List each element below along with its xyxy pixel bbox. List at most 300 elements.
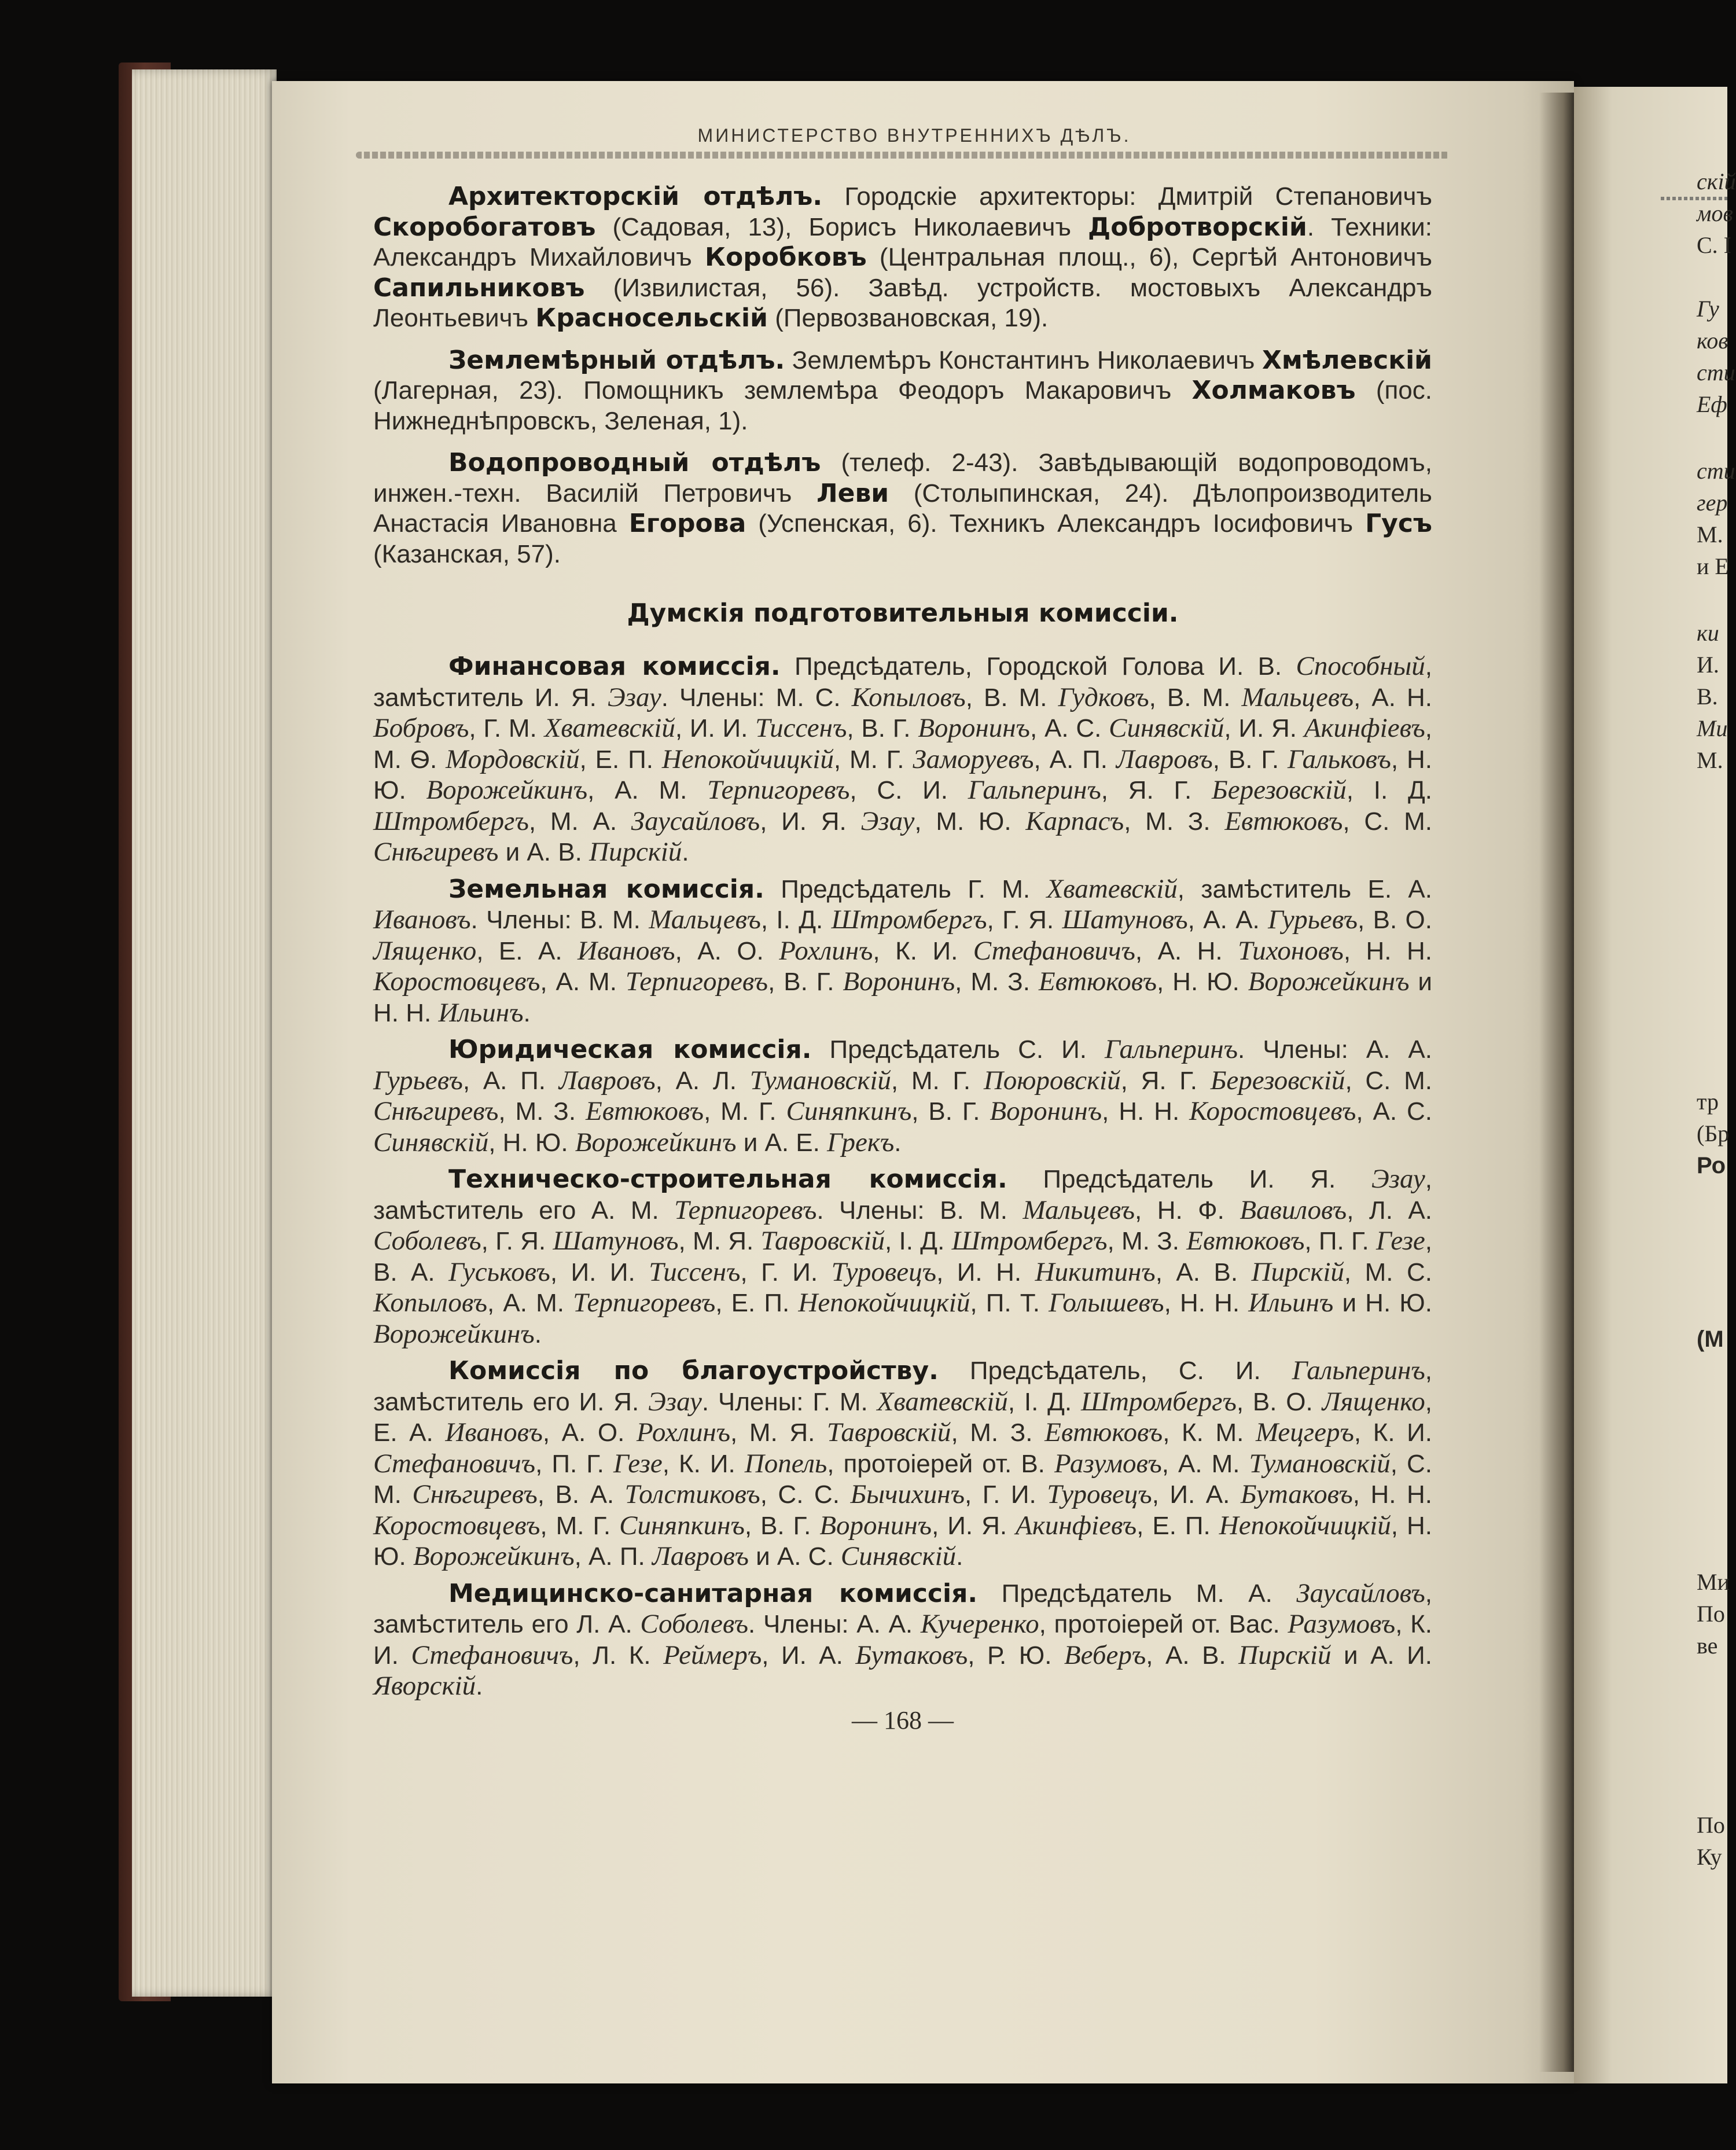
text-run: , С. С. [760,1480,851,1509]
text-run: , М. Г. [540,1511,620,1540]
person-name: Ивановъ [373,905,471,935]
text-run: . [523,998,531,1027]
text-run: Предсѣдатель, С. И. [938,1357,1292,1385]
right-page-fragment: ве [1697,1633,1718,1659]
text-run: , И. Я. [1224,714,1304,743]
person-name: Рохлинъ [636,1417,731,1447]
person-name: Ивановъ [578,935,675,966]
page-edges [132,69,277,1997]
text-run: , І. Д. [760,906,832,934]
right-page-fragment: тр [1697,1089,1719,1115]
text-run: , А. П. [574,1542,652,1571]
right-page-fragment: (Бр [1697,1120,1730,1146]
right-page-fragment: Ми [1697,715,1728,741]
person-name: Мальцевъ [1023,1195,1135,1225]
text-run: Предсѣдатель, Городской Голова И. В. [780,652,1296,681]
running-head: МИНИСТЕРСТВО ВНУТРЕННИХЪ ДѢЛЪ. [697,125,1131,146]
text-run: , А. С. [1029,714,1109,743]
text-run: , С. М. [1343,807,1432,836]
bold-heading: Медицинско-санитарная комиссія. [448,1578,978,1608]
text-run: , А. В. [1146,1641,1239,1670]
text-run: , И. А. [762,1641,856,1670]
text-run: (Казанская, 57). [373,539,561,568]
person-name: Тихоновъ [1238,935,1344,966]
text-run: , К. И. [373,1610,1432,1670]
text-run: . [534,1320,542,1348]
person-name: Терпигоревъ [707,775,850,805]
text-run: , протоіерей от. Вас. [1039,1610,1288,1638]
person-name: Воронинъ [843,966,955,997]
text-run: (Садовая, 13), Борисъ Николаевичъ [595,212,1088,241]
text-run: , Е. А. [373,1387,1433,1447]
text-run: , К. И. [873,936,973,965]
person-name: Гезе [613,1448,663,1479]
person-name: Евтюковъ [1038,966,1157,997]
person-name: Эзау [648,1386,702,1417]
text-run: , Н. Ю. [1157,968,1248,996]
person-name: Мальцевъ [1241,682,1354,712]
person-name: Соболевъ [373,1226,481,1256]
person-name: Синявскій [373,1127,489,1157]
person-name: Терпигоревъ [674,1195,817,1225]
text-run: , М. З. [951,1418,1045,1447]
person-name: Терпигоревъ [625,966,768,997]
text-run: , Н. Н. [1164,1289,1249,1317]
person-name: Заусайловъ [631,806,760,836]
department-list [373,182,1432,569]
paragraph [373,651,1432,868]
bold-heading: Холмаковъ [1191,376,1356,405]
bold-heading: Сапильниковъ [373,273,585,303]
text-run: (телеф. 2-43). Завѣдывающій водопроводомъ, инжен.-техн. Василій Петровичъ [373,449,1432,508]
text-run: , М. З. [498,1097,586,1126]
person-name: Реймеръ [663,1640,762,1670]
person-name: Синявскій [840,1541,957,1571]
person-name: Лавровъ [558,1065,656,1096]
person-name: Ворожейкинъ [1248,966,1410,997]
text-run: , А. Н. [1135,936,1238,965]
person-name: Заусайловъ [1296,1578,1425,1608]
bold-heading: Красносельскій [535,303,768,333]
right-page-fragment: И. [1697,652,1719,678]
person-name: Пирскій [1251,1256,1344,1287]
text-run: , М. Ѳ. [373,714,1432,774]
text-run: , К. И. [662,1449,745,1478]
person-name: Березовскій [1212,775,1347,805]
text-run: (Центральная площ., 6), Сергѣй Антоновичъ [866,243,1432,271]
text-run: , Н. Ю. [373,745,1433,804]
text-run: , Е. А. [476,936,578,965]
text-run: . [956,1542,963,1571]
text-run: Предсѣдатель И. Я. [1007,1165,1371,1193]
paragraph [373,874,1432,1029]
right-page-fragment: По [1697,1812,1725,1838]
text-run: , П. Г. [535,1449,613,1478]
text-run: Городскіе архитекторы: Дмитрій Степановичъ [822,182,1432,211]
person-name: Голышевъ [1049,1288,1164,1318]
text-run: , Г. И. [740,1258,832,1287]
person-name: Воронинъ [918,713,1030,743]
person-name: Бутаковъ [855,1640,968,1670]
right-page-fragment: Гу [1697,296,1719,322]
person-name: Гальперинъ [968,775,1101,805]
text-run: (Успенская, 6). Техникъ Александръ Іосифовичъ [746,509,1366,538]
person-name: Веберъ [1064,1640,1146,1670]
right-page-fragment: Ми [1697,1569,1730,1595]
section-title: Думскія подготовительныя комиссіи. [627,598,1179,628]
person-name: Синявскій [1109,713,1224,743]
person-name: Туровецъ [831,1256,937,1287]
text-run: , Н. Ю. [488,1128,575,1157]
right-page-fragment: В. [1697,683,1718,710]
text-run: , Е. П. [1137,1511,1219,1540]
text-run: Предсѣдатель С. И. [811,1035,1105,1064]
text-run: , М. З. [955,968,1039,996]
text-run: , А. М. [1161,1449,1249,1478]
person-name: Стефановичъ [411,1640,573,1670]
text-run: . [894,1128,902,1157]
text-run: , А. П. [462,1066,559,1095]
text-run: , Г. М. [469,714,545,743]
person-name: Грекъ [827,1127,895,1157]
person-name: Тумановскій [749,1065,891,1096]
text-run: , С. М. [373,1449,1432,1509]
text-run: , В. Г. [1212,745,1288,774]
text-run: , замѣститель его И. Я. [373,1357,1432,1416]
text-run: , І. Д. [1346,776,1432,804]
text-run: , Р. Ю. [968,1641,1064,1670]
paragraph [373,1164,1432,1350]
person-name: Гальперинъ [1104,1034,1238,1064]
text-run: . Члены: В. М. [816,1196,1023,1225]
text-run: , И. И. [550,1258,649,1287]
right-page-fragment: гер [1697,490,1728,516]
commission-list [373,651,1432,1702]
person-name: Ворожейкинъ [373,1318,535,1349]
text-run: , С. М. [1345,1066,1432,1095]
person-name: Ворожейкинъ [426,775,588,805]
text-run: , Л. А. [1347,1196,1432,1225]
person-name: Поюровскій [983,1065,1121,1096]
text-run: и Н. Ю. [1333,1289,1432,1317]
bold-heading: Финансовая комиссія. [448,652,781,681]
text-run: , М. Ю. [914,807,1026,836]
person-name: Коростовцевъ [373,966,540,997]
text-run: , А. М. [540,968,626,996]
text-run: , Н. Н. [1343,936,1433,965]
bold-heading: Леви [816,478,889,508]
text-run: , А. О. [675,936,779,965]
person-name: Воронинъ [819,1510,932,1541]
right-page-fragment: По [1697,1601,1725,1627]
person-name: Ивановъ [445,1417,543,1447]
text-run: , М. Я. [730,1418,827,1447]
right-page-fragment: С. I [1697,232,1731,258]
text-run: , В. Г. [911,1097,990,1126]
text-run: , А. М. [487,1289,573,1317]
text-run: , М. С. [1344,1258,1432,1287]
bold-heading: Юридическая комиссія. [448,1035,812,1064]
text-run: , М. Г. [833,745,913,774]
person-name: Коростовцевъ [1189,1096,1356,1126]
text-run: , С. И. [849,776,968,804]
text-run: (Извилистая, 56). Завѣд. устройств. мостовыхъ Александръ Леонтьевичъ [373,273,1432,332]
person-name: Штромбергъ [373,806,529,836]
person-name: Разумовъ [1288,1609,1396,1639]
paragraph [373,346,1432,437]
text-run: , А. В. [1155,1258,1252,1287]
text-run: , П. Г. [1304,1227,1376,1255]
person-name: Непокойчицкій [1219,1510,1391,1541]
person-name: Тавровскій [760,1226,885,1256]
person-name: Тавровскій [826,1417,951,1447]
right-page-fragment: мов [1697,200,1733,226]
person-name: Тумановскій [1249,1448,1391,1479]
person-name: Штромбергъ [951,1226,1108,1256]
person-name: Ворожейкинъ [413,1541,575,1571]
person-name: Эзау [1371,1164,1425,1194]
bold-heading: Архитекторскій отдѣлъ. [448,182,823,211]
paragraph [373,182,1432,334]
paragraph [373,448,1432,569]
right-page-fragment: (М [1697,1326,1724,1352]
person-name: Бычихинъ [850,1479,965,1509]
page-number: — 168 — [852,1706,954,1734]
text-run: , В. Г. [847,714,918,743]
text-run: Землемѣръ Константинъ Николаевичъ [785,346,1262,374]
person-name: Вавиловъ [1240,1195,1347,1225]
text-run: , А. А. [1187,906,1268,934]
person-name: Евтюковъ [1224,806,1343,836]
person-name: Непокойчицкій [661,744,834,774]
text-run: (пос. Нижнеднѣпровскъ, Зеленая, 1). [373,376,1432,435]
person-name: Коростовцевъ [373,1510,540,1541]
person-name: Пирскій [1238,1640,1332,1670]
person-name: Копыловъ [373,1288,487,1318]
text-run: , И. Я. [760,807,861,836]
text-run: , замѣститель Е. А. [1177,874,1433,903]
text-run: , Г. Я. [987,906,1062,934]
text-run: , М. Г. [891,1066,984,1095]
person-name: Евтюковъ [585,1096,704,1126]
paragraph [373,1578,1432,1702]
text-run: , Я. Г. [1120,1066,1211,1095]
text-run: (Столыпинская, 24). Дѣлопроизводитель Анастасія Ивановна [373,479,1432,538]
text-run: и А. С. [748,1542,841,1571]
text-run: (Первозвановская, 19). [767,304,1049,332]
person-name: Стефановичъ [373,1448,536,1479]
person-name: Мецгеръ [1255,1417,1354,1447]
text-run: , М. З. [1124,807,1225,836]
right-page-fragment: М. [1697,747,1723,773]
text-run: . Техники: Александръ Михайловичъ [373,212,1432,271]
person-name: Шатуновъ [553,1226,679,1256]
text-run: , А. С. [1356,1097,1432,1126]
text-run: , М. Я. [678,1227,761,1255]
text-run: , Н. Ф. [1135,1196,1240,1225]
text-run: , замѣститель И. Я. [373,652,1432,712]
text-run: , І. Д. [1007,1387,1081,1416]
person-name: Лавровъ [1116,744,1213,774]
right-page-fragment: Еф [1697,391,1727,417]
person-name: Гальперинъ [1292,1355,1425,1385]
person-name: Ильинъ [1248,1288,1334,1318]
text-run: , І. Д. [885,1227,952,1255]
text-run: . Члены: М. С. [661,683,852,712]
person-name: Штромбергъ [1080,1386,1237,1417]
bold-heading: Землемѣрный отдѣлъ. [448,345,785,375]
right-page-fragment: скій [1697,168,1736,194]
text-run: и Н. Н. [373,968,1432,1027]
person-name: Лященко [1322,1386,1425,1417]
bold-heading: Гусъ [1365,509,1432,538]
text-run: , А. О. [542,1418,637,1447]
person-name: Евтюковъ [1044,1417,1163,1447]
text-run: . [476,1672,483,1700]
person-name: Пирскій [589,837,682,867]
person-name: Никитинъ [1035,1256,1156,1287]
person-name: Гезе [1376,1226,1425,1256]
text-run: , протоіерей от. В. [827,1449,1054,1478]
person-name: Гальковъ [1288,744,1391,774]
text-run: и А. Е. [736,1128,827,1157]
text-run: , В. Г. [768,968,843,996]
text-run: , И. А. [1152,1480,1241,1509]
text-run: , замѣститель его Л. А. [373,1579,1432,1638]
bold-heading: Техническо-строительная комиссія. [448,1164,1007,1194]
person-name: Копыловъ [851,682,966,712]
bold-heading: Егорова [628,509,746,538]
text-run: , Г. И. [964,1480,1047,1509]
text-run: . Члены: А. А. [1238,1035,1432,1064]
text-run: , И. Я. [932,1511,1016,1540]
text-run: , Е. П. [579,745,662,774]
right-page [1574,87,1736,2083]
person-name: Ильинъ [438,997,524,1028]
paragraph [373,1034,1432,1158]
person-name: Эзау [860,806,915,836]
text-run: , Я. Г. [1101,776,1212,804]
bold-heading: Земельная комиссія. [448,874,764,904]
text-run: , Н. Н. [1102,1097,1190,1126]
text-run: (Лагерная, 23). Помощникъ землемѣра Феодоръ Макаровичъ [373,376,1192,405]
text-run: , В. А. [373,1227,1433,1287]
person-name: Снѣгиревъ [373,837,499,867]
person-name: Снѣгиревъ [412,1479,538,1509]
person-name: Тиссенъ [755,713,847,743]
person-name: Разумовъ [1054,1448,1162,1479]
person-name: Гурьевъ [1268,905,1358,935]
person-name: Попель [744,1448,827,1479]
person-name: Толстиковъ [624,1479,760,1509]
person-name: Карпасъ [1025,806,1124,836]
text-run: , Л. К. [573,1641,664,1670]
person-name: Кучеренко [920,1609,1039,1639]
text-run: . Члены: Г. М. [701,1387,877,1416]
right-page-fragment: сти [1697,458,1735,484]
right-page-fragment: сти [1697,359,1735,385]
person-name: Евтюковъ [1186,1226,1305,1256]
person-name: Хватевскій [1046,873,1178,904]
book-gutter [1539,93,1574,2072]
text-run: , М. А. [528,807,631,836]
bold-heading: Комиссія по благоустройству. [448,1356,939,1385]
person-name: Бутаковъ [1240,1479,1353,1509]
text-run: , К. М. [1163,1418,1256,1447]
bold-heading: Скоробогатовъ [373,212,596,242]
person-name: Стефановичъ [973,935,1135,966]
right-page-fragment: Ку [1697,1844,1722,1870]
right-page-fragment: ков [1697,328,1728,354]
text-run: Предсѣдатель Г. М. [764,874,1047,903]
bold-heading: Водопроводный отдѣлъ [448,448,821,477]
person-name: Терпигоревъ [573,1288,716,1318]
person-name: Заморуевъ [913,744,1034,774]
text-run: . Члены: А. А. [748,1610,921,1638]
text-run: , М. Г. [704,1097,786,1126]
text-run: , замѣститель его А. М. [373,1165,1432,1225]
person-name: Эзау [607,682,661,712]
text-run: , А. Н. [1354,683,1432,712]
person-name: Туровецъ [1047,1479,1152,1509]
person-name: Мальцевъ [649,905,761,935]
person-name: Гурьевъ [373,1065,463,1096]
right-page-fragment: Ро [1697,1153,1726,1178]
text-run: , В. Г. [744,1511,820,1540]
text-run: . [682,838,689,866]
person-name: Воронинъ [990,1096,1102,1126]
person-name: Синяпкинъ [619,1510,745,1541]
person-name: Непокойчицкій [798,1288,970,1318]
text-run: Предсѣдатель М. А. [977,1579,1297,1608]
text-run: , Н. Н. [1352,1480,1433,1509]
person-name: Штромбергъ [831,905,987,935]
text-run: , И. И. [675,714,756,743]
bold-heading: Хмѣлевскій [1261,345,1432,375]
text-run: и А. И. [1331,1641,1432,1670]
person-name: Снѣгиревъ [373,1096,499,1126]
text-run: , Н. Ю. [373,1511,1432,1571]
text-run: , К. И. [1354,1418,1433,1447]
person-name: Тиссенъ [649,1256,741,1287]
text-run: , Е. П. [715,1289,799,1317]
text-run: и А. В. [498,838,590,866]
person-name: Рохлинъ [779,935,873,966]
person-name: Соболевъ [640,1609,749,1639]
text-run: , В. О. [1358,906,1432,934]
header-rule [356,152,1450,159]
person-name: Хватевскій [544,713,675,743]
text-run: , П. Т. [970,1289,1049,1317]
bold-heading: Коробковъ [705,242,867,272]
text-run: , И. Н. [936,1258,1035,1287]
person-name: Синяпкинъ [786,1096,912,1126]
person-name: Акинфіевъ [1016,1510,1137,1541]
paragraph [373,1355,1432,1572]
person-name: Лященко [373,935,477,966]
person-name: Мордовскій [446,744,580,774]
text-run: , Г. Я. [481,1227,553,1255]
person-name: Бобровъ [373,713,469,743]
person-name: Гуськовъ [448,1256,550,1287]
person-name: Способный [1296,651,1425,681]
text-run: , А. Л. [655,1066,750,1095]
person-name: Гудковъ [1058,682,1149,712]
right-page-fragment: и Е [1697,553,1729,579]
right-page-fragment: ки [1697,620,1719,646]
text-run: , В. М. [1149,683,1242,712]
person-name: Шатуновъ [1062,905,1188,935]
